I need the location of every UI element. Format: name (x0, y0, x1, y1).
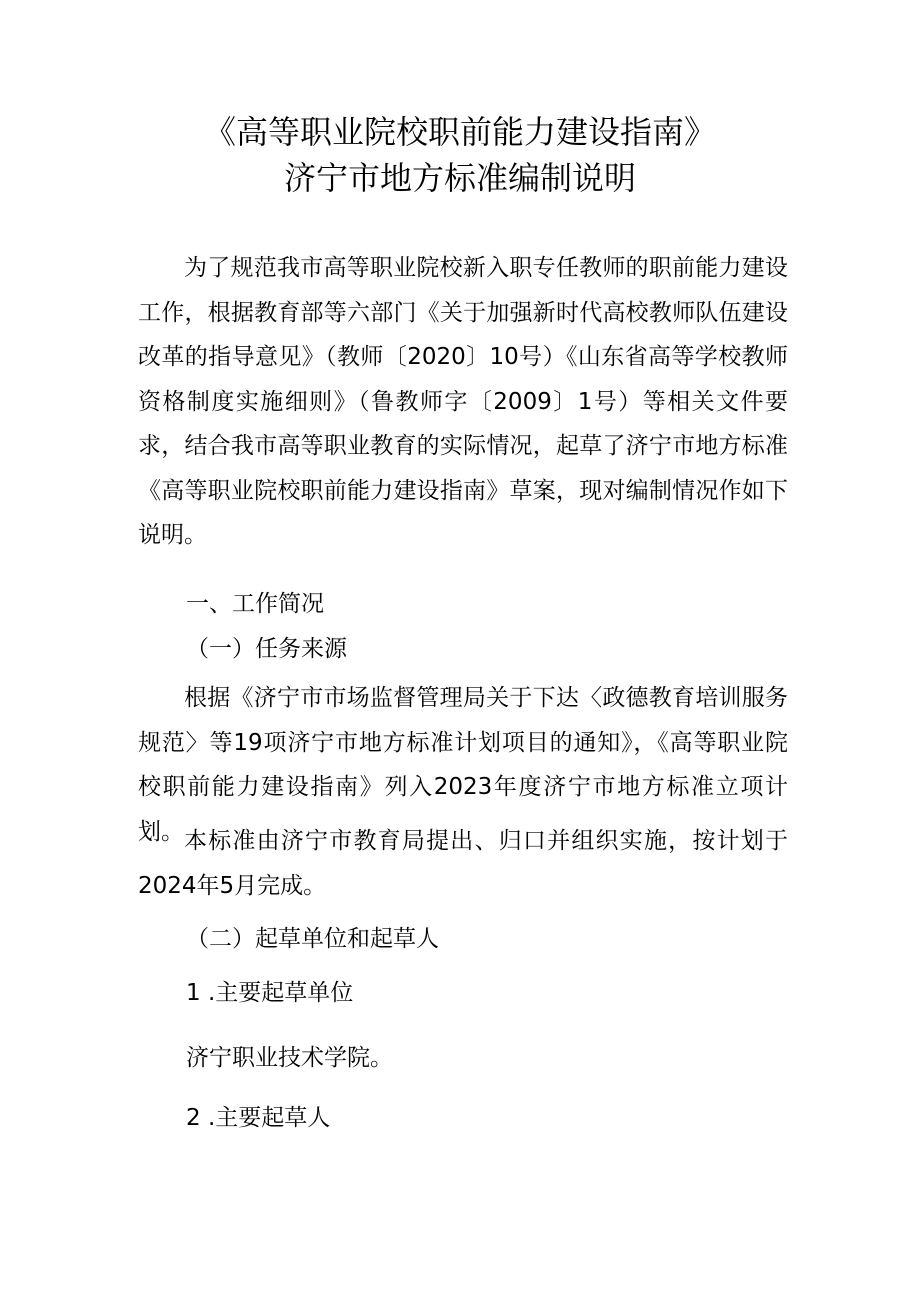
implementation-paragraph: 本标准由济宁市教育局提出、归口并组织实施，按计划于2024年5月完成。 (138, 828, 788, 899)
subsection-2-heading: （二）起草单位和起草人 (186, 926, 439, 952)
document-title-line-2: 济宁市地方标准编制说明 (283, 159, 636, 197)
task-source-paragraph: 根据《济宁市市场监督管理局关于下达〈政德教育培训服务规范〉等19项济宁市地方标准计划项目的通知》，《高等职业院校职前能力建设指南》列入2023年度济宁市地方标准立项计划。 (138, 685, 788, 845)
item-2-heading: 2 .主要起草人 (186, 1105, 331, 1131)
item-1-value: 济宁职业技术学院。 (186, 1045, 393, 1071)
document-title-line-1: 《高等职业院校职前能力建设指南》 (203, 113, 716, 151)
item-1-heading: 1 .主要起草单位 (186, 980, 354, 1006)
intro-paragraph: 为了规范我市高等职业院校新入职专任教师的职前能力建设工作，根据教育部等六部门《关于加强新时代高校教师队伍建设改革的指导意见》（教师〔2020〕10号）《山东省高等学校教师资格制度实施细则》（鲁教师字〔2009〕1号）等相关文件要求，结合我市高等职业教育的实际情况，起草了济宁市地方标准《高等职业院校职前能力建设指南》草案，现对编制情况作如下说明。 (138, 255, 788, 548)
subsection-1-heading: （一）任务来源 (186, 636, 347, 662)
section-1-heading: 一、工作简况 (186, 591, 324, 617)
